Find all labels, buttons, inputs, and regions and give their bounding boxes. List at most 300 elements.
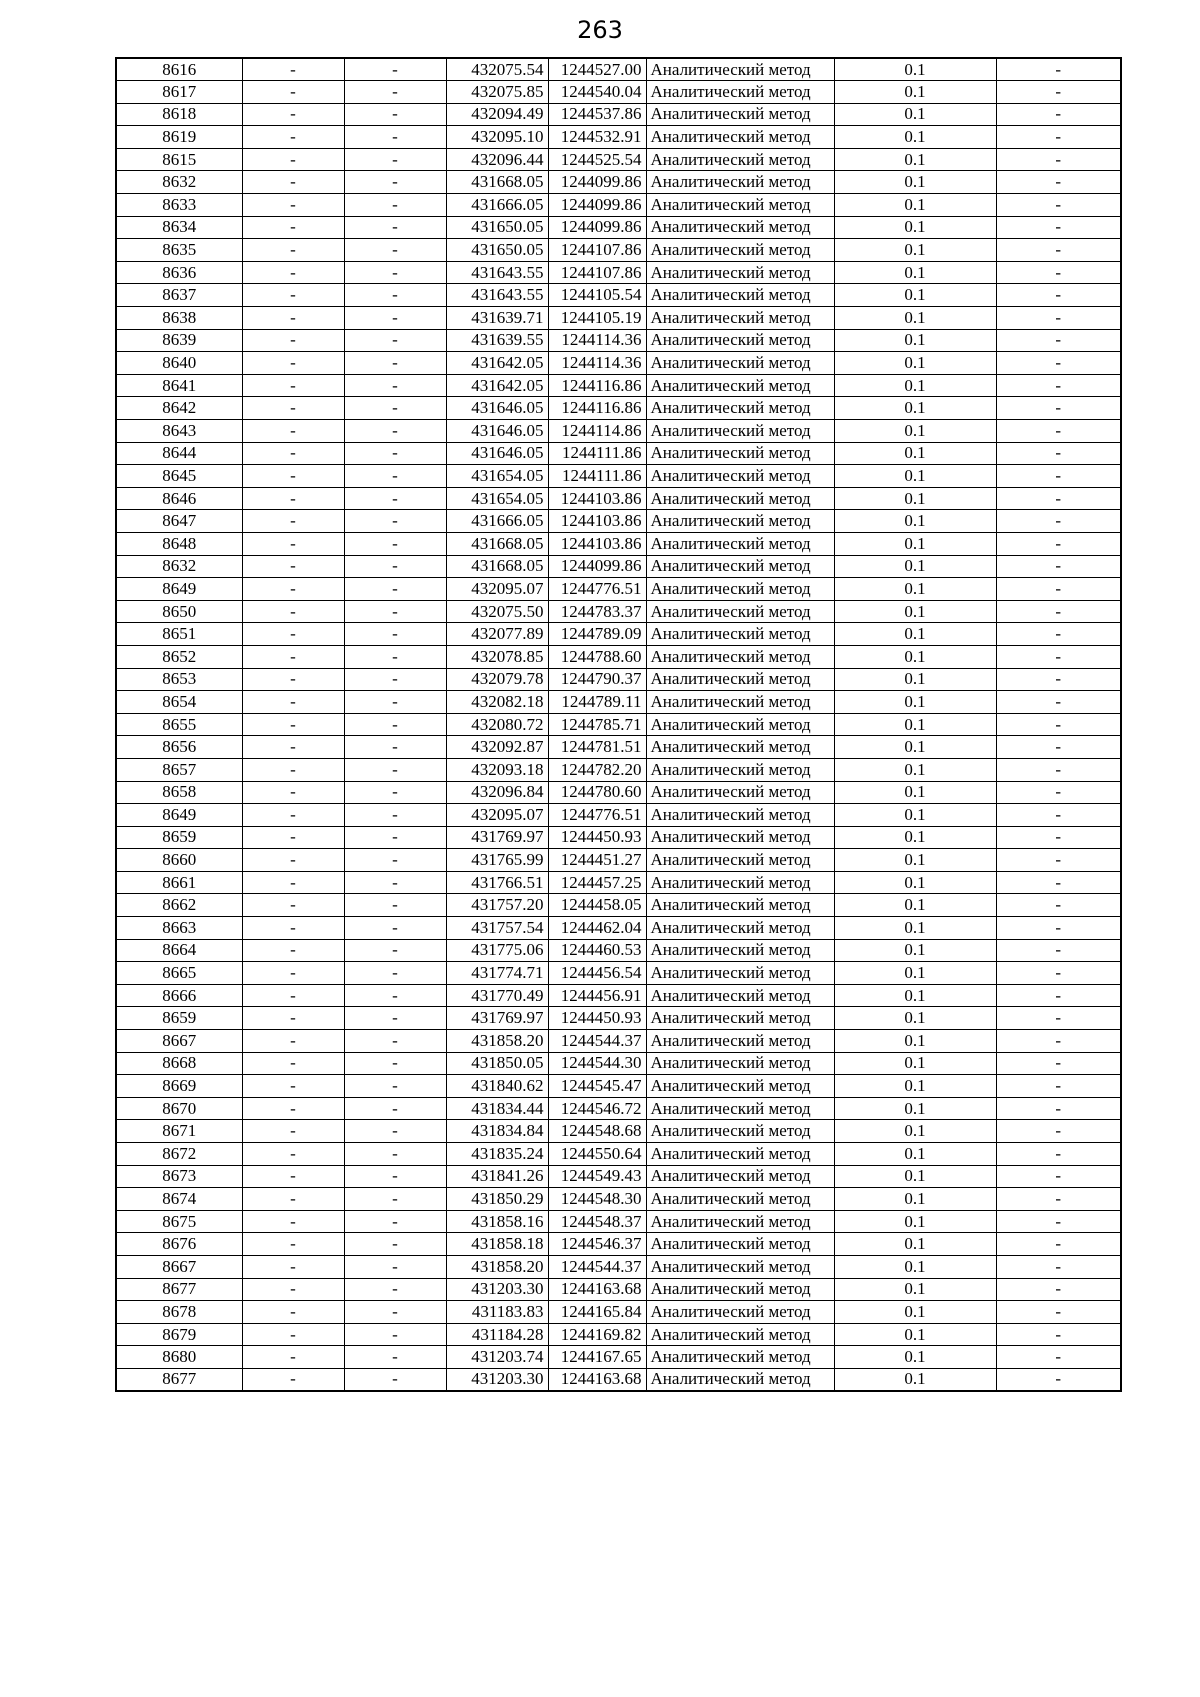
table-row bbox=[116, 261, 1121, 284]
x-coordinate-cell: 431642.05 bbox=[446, 374, 548, 397]
empty-cell-a: - bbox=[242, 1323, 344, 1346]
accuracy-cell: 0.1 bbox=[834, 352, 996, 375]
table-row bbox=[116, 1210, 1121, 1233]
table-row bbox=[116, 623, 1121, 646]
empty-cell-a: - bbox=[242, 329, 344, 352]
accuracy-cell: 0.1 bbox=[834, 284, 996, 307]
x-coordinate-cell: 432095.07 bbox=[446, 578, 548, 601]
point-number-cell: 8669 bbox=[116, 1075, 242, 1098]
accuracy-cell: 0.1 bbox=[834, 216, 996, 239]
table-row bbox=[116, 578, 1121, 601]
x-coordinate-cell: 432075.54 bbox=[446, 58, 548, 81]
point-number-cell: 8616 bbox=[116, 58, 242, 81]
method-cell: Аналитический метод bbox=[646, 532, 834, 555]
y-coordinate-cell: 1244546.37 bbox=[548, 1233, 646, 1256]
y-coordinate-cell: 1244457.25 bbox=[548, 871, 646, 894]
empty-cell-b: - bbox=[344, 1323, 446, 1346]
accuracy-cell: 0.1 bbox=[834, 736, 996, 759]
accuracy-cell: 0.1 bbox=[834, 510, 996, 533]
empty-cell-b: - bbox=[344, 668, 446, 691]
empty-cell-b: - bbox=[344, 329, 446, 352]
method-cell: Аналитический метод bbox=[646, 194, 834, 217]
point-number-cell: 8632 bbox=[116, 171, 242, 194]
empty-cell-b: - bbox=[344, 713, 446, 736]
empty-cell-b: - bbox=[344, 849, 446, 872]
empty-cell-b: - bbox=[344, 442, 446, 465]
table-row bbox=[116, 713, 1121, 736]
empty-cell-c: - bbox=[996, 1097, 1121, 1120]
empty-cell-a: - bbox=[242, 487, 344, 510]
x-coordinate-cell: 432077.89 bbox=[446, 623, 548, 646]
empty-cell-a: - bbox=[242, 1165, 344, 1188]
table-row bbox=[116, 871, 1121, 894]
accuracy-cell: 0.1 bbox=[834, 1210, 996, 1233]
table-row bbox=[116, 826, 1121, 849]
table-body bbox=[116, 58, 1121, 1391]
empty-cell-a: - bbox=[242, 1278, 344, 1301]
point-number-cell: 8664 bbox=[116, 939, 242, 962]
empty-cell-b: - bbox=[344, 1255, 446, 1278]
empty-cell-a: - bbox=[242, 510, 344, 533]
point-number-cell: 8642 bbox=[116, 397, 242, 420]
empty-cell-c: - bbox=[996, 216, 1121, 239]
empty-cell-b: - bbox=[344, 736, 446, 759]
x-coordinate-cell: 432082.18 bbox=[446, 691, 548, 714]
table-row bbox=[116, 1007, 1121, 1030]
empty-cell-a: - bbox=[242, 826, 344, 849]
empty-cell-a: - bbox=[242, 532, 344, 555]
y-coordinate-cell: 1244116.86 bbox=[548, 374, 646, 397]
empty-cell-c: - bbox=[996, 871, 1121, 894]
method-cell: Аналитический метод bbox=[646, 510, 834, 533]
empty-cell-b: - bbox=[344, 623, 446, 646]
point-number-cell: 8640 bbox=[116, 352, 242, 375]
accuracy-cell: 0.1 bbox=[834, 148, 996, 171]
point-number-cell: 8671 bbox=[116, 1120, 242, 1143]
accuracy-cell: 0.1 bbox=[834, 1097, 996, 1120]
y-coordinate-cell: 1244537.86 bbox=[548, 103, 646, 126]
table-row bbox=[116, 239, 1121, 262]
empty-cell-c: - bbox=[996, 1346, 1121, 1369]
x-coordinate-cell: 431654.05 bbox=[446, 465, 548, 488]
method-cell: Аналитический метод bbox=[646, 216, 834, 239]
x-coordinate-cell: 431757.54 bbox=[446, 917, 548, 940]
x-coordinate-cell: 431183.83 bbox=[446, 1301, 548, 1324]
accuracy-cell: 0.1 bbox=[834, 420, 996, 443]
empty-cell-c: - bbox=[996, 1165, 1121, 1188]
accuracy-cell: 0.1 bbox=[834, 713, 996, 736]
empty-cell-c: - bbox=[996, 397, 1121, 420]
empty-cell-b: - bbox=[344, 1007, 446, 1030]
point-number-cell: 8666 bbox=[116, 984, 242, 1007]
empty-cell-c: - bbox=[996, 487, 1121, 510]
accuracy-cell: 0.1 bbox=[834, 465, 996, 488]
method-cell: Аналитический метод bbox=[646, 736, 834, 759]
x-coordinate-cell: 432096.44 bbox=[446, 148, 548, 171]
empty-cell-b: - bbox=[344, 532, 446, 555]
empty-cell-b: - bbox=[344, 103, 446, 126]
empty-cell-c: - bbox=[996, 1255, 1121, 1278]
accuracy-cell: 0.1 bbox=[834, 171, 996, 194]
empty-cell-c: - bbox=[996, 261, 1121, 284]
point-number-cell: 8632 bbox=[116, 555, 242, 578]
method-cell: Аналитический метод bbox=[646, 826, 834, 849]
empty-cell-c: - bbox=[996, 962, 1121, 985]
y-coordinate-cell: 1244544.37 bbox=[548, 1255, 646, 1278]
table-row bbox=[116, 465, 1121, 488]
point-number-cell: 8657 bbox=[116, 758, 242, 781]
empty-cell-a: - bbox=[242, 216, 344, 239]
empty-cell-a: - bbox=[242, 397, 344, 420]
y-coordinate-cell: 1244163.68 bbox=[548, 1368, 646, 1391]
accuracy-cell: 0.1 bbox=[834, 1030, 996, 1053]
empty-cell-a: - bbox=[242, 1368, 344, 1391]
x-coordinate-cell: 431774.71 bbox=[446, 962, 548, 985]
empty-cell-b: - bbox=[344, 894, 446, 917]
empty-cell-a: - bbox=[242, 1301, 344, 1324]
table-row bbox=[116, 352, 1121, 375]
method-cell: Аналитический метод bbox=[646, 781, 834, 804]
table-row bbox=[116, 758, 1121, 781]
y-coordinate-cell: 1244111.86 bbox=[548, 465, 646, 488]
table-row bbox=[116, 284, 1121, 307]
y-coordinate-cell: 1244549.43 bbox=[548, 1165, 646, 1188]
empty-cell-b: - bbox=[344, 1030, 446, 1053]
x-coordinate-cell: 431654.05 bbox=[446, 487, 548, 510]
accuracy-cell: 0.1 bbox=[834, 578, 996, 601]
empty-cell-b: - bbox=[344, 917, 446, 940]
method-cell: Аналитический метод bbox=[646, 307, 834, 330]
accuracy-cell: 0.1 bbox=[834, 1323, 996, 1346]
empty-cell-a: - bbox=[242, 171, 344, 194]
table-row bbox=[116, 532, 1121, 555]
x-coordinate-cell: 431184.28 bbox=[446, 1323, 548, 1346]
y-coordinate-cell: 1244111.86 bbox=[548, 442, 646, 465]
y-coordinate-cell: 1244103.86 bbox=[548, 510, 646, 533]
accuracy-cell: 0.1 bbox=[834, 81, 996, 104]
point-number-cell: 8646 bbox=[116, 487, 242, 510]
x-coordinate-cell: 431769.97 bbox=[446, 826, 548, 849]
point-number-cell: 8618 bbox=[116, 103, 242, 126]
empty-cell-c: - bbox=[996, 442, 1121, 465]
method-cell: Аналитический метод bbox=[646, 81, 834, 104]
point-number-cell: 8652 bbox=[116, 645, 242, 668]
y-coordinate-cell: 1244103.86 bbox=[548, 487, 646, 510]
y-coordinate-cell: 1244105.19 bbox=[548, 307, 646, 330]
empty-cell-a: - bbox=[242, 871, 344, 894]
y-coordinate-cell: 1244114.86 bbox=[548, 420, 646, 443]
y-coordinate-cell: 1244107.86 bbox=[548, 261, 646, 284]
empty-cell-a: - bbox=[242, 1097, 344, 1120]
x-coordinate-cell: 431646.05 bbox=[446, 420, 548, 443]
table-row bbox=[116, 894, 1121, 917]
empty-cell-b: - bbox=[344, 1278, 446, 1301]
empty-cell-a: - bbox=[242, 623, 344, 646]
accuracy-cell: 0.1 bbox=[834, 126, 996, 149]
method-cell: Аналитический метод bbox=[646, 555, 834, 578]
x-coordinate-cell: 431858.16 bbox=[446, 1210, 548, 1233]
x-coordinate-cell: 431770.49 bbox=[446, 984, 548, 1007]
empty-cell-b: - bbox=[344, 1097, 446, 1120]
accuracy-cell: 0.1 bbox=[834, 939, 996, 962]
y-coordinate-cell: 1244783.37 bbox=[548, 600, 646, 623]
empty-cell-a: - bbox=[242, 284, 344, 307]
x-coordinate-cell: 431858.20 bbox=[446, 1255, 548, 1278]
table-row bbox=[116, 1301, 1121, 1324]
x-coordinate-cell: 431840.62 bbox=[446, 1075, 548, 1098]
method-cell: Аналитический метод bbox=[646, 58, 834, 81]
empty-cell-a: - bbox=[242, 194, 344, 217]
x-coordinate-cell: 431646.05 bbox=[446, 442, 548, 465]
x-coordinate-cell: 431858.18 bbox=[446, 1233, 548, 1256]
method-cell: Аналитический метод bbox=[646, 329, 834, 352]
y-coordinate-cell: 1244544.30 bbox=[548, 1052, 646, 1075]
table-row bbox=[116, 307, 1121, 330]
x-coordinate-cell: 431834.44 bbox=[446, 1097, 548, 1120]
y-coordinate-cell: 1244167.65 bbox=[548, 1346, 646, 1369]
empty-cell-c: - bbox=[996, 713, 1121, 736]
empty-cell-b: - bbox=[344, 578, 446, 601]
empty-cell-a: - bbox=[242, 962, 344, 985]
method-cell: Аналитический метод bbox=[646, 397, 834, 420]
point-number-cell: 8641 bbox=[116, 374, 242, 397]
method-cell: Аналитический метод bbox=[646, 600, 834, 623]
x-coordinate-cell: 432092.87 bbox=[446, 736, 548, 759]
accuracy-cell: 0.1 bbox=[834, 1075, 996, 1098]
empty-cell-a: - bbox=[242, 261, 344, 284]
empty-cell-b: - bbox=[344, 374, 446, 397]
table-row bbox=[116, 1075, 1121, 1098]
method-cell: Аналитический метод bbox=[646, 1143, 834, 1166]
accuracy-cell: 0.1 bbox=[834, 1007, 996, 1030]
accuracy-cell: 0.1 bbox=[834, 1255, 996, 1278]
method-cell: Аналитический метод bbox=[646, 917, 834, 940]
method-cell: Аналитический метод bbox=[646, 1368, 834, 1391]
empty-cell-b: - bbox=[344, 1210, 446, 1233]
empty-cell-b: - bbox=[344, 307, 446, 330]
method-cell: Аналитический метод bbox=[646, 1255, 834, 1278]
table-row bbox=[116, 397, 1121, 420]
accuracy-cell: 0.1 bbox=[834, 691, 996, 714]
x-coordinate-cell: 432075.50 bbox=[446, 600, 548, 623]
method-cell: Аналитический метод bbox=[646, 171, 834, 194]
point-number-cell: 8645 bbox=[116, 465, 242, 488]
empty-cell-b: - bbox=[344, 1143, 446, 1166]
y-coordinate-cell: 1244776.51 bbox=[548, 804, 646, 827]
empty-cell-b: - bbox=[344, 600, 446, 623]
method-cell: Аналитический метод bbox=[646, 465, 834, 488]
method-cell: Аналитический метод bbox=[646, 1097, 834, 1120]
method-cell: Аналитический метод bbox=[646, 1346, 834, 1369]
x-coordinate-cell: 432080.72 bbox=[446, 713, 548, 736]
method-cell: Аналитический метод bbox=[646, 126, 834, 149]
y-coordinate-cell: 1244548.30 bbox=[548, 1188, 646, 1211]
point-number-cell: 8644 bbox=[116, 442, 242, 465]
point-number-cell: 8649 bbox=[116, 804, 242, 827]
accuracy-cell: 0.1 bbox=[834, 487, 996, 510]
empty-cell-b: - bbox=[344, 352, 446, 375]
method-cell: Аналитический метод bbox=[646, 442, 834, 465]
y-coordinate-cell: 1244544.37 bbox=[548, 1030, 646, 1053]
y-coordinate-cell: 1244532.91 bbox=[548, 126, 646, 149]
accuracy-cell: 0.1 bbox=[834, 962, 996, 985]
empty-cell-c: - bbox=[996, 1075, 1121, 1098]
x-coordinate-cell: 432095.07 bbox=[446, 804, 548, 827]
table-row bbox=[116, 487, 1121, 510]
y-coordinate-cell: 1244114.36 bbox=[548, 329, 646, 352]
y-coordinate-cell: 1244781.51 bbox=[548, 736, 646, 759]
empty-cell-a: - bbox=[242, 1120, 344, 1143]
method-cell: Аналитический метод bbox=[646, 1075, 834, 1098]
accuracy-cell: 0.1 bbox=[834, 532, 996, 555]
empty-cell-b: - bbox=[344, 1368, 446, 1391]
table-row bbox=[116, 984, 1121, 1007]
method-cell: Аналитический метод bbox=[646, 1210, 834, 1233]
x-coordinate-cell: 432095.10 bbox=[446, 126, 548, 149]
empty-cell-c: - bbox=[996, 284, 1121, 307]
x-coordinate-cell: 431769.97 bbox=[446, 1007, 548, 1030]
point-number-cell: 8643 bbox=[116, 420, 242, 443]
table-row bbox=[116, 1188, 1121, 1211]
empty-cell-a: - bbox=[242, 81, 344, 104]
empty-cell-c: - bbox=[996, 939, 1121, 962]
y-coordinate-cell: 1244458.05 bbox=[548, 894, 646, 917]
empty-cell-b: - bbox=[344, 691, 446, 714]
table-row bbox=[116, 81, 1121, 104]
empty-cell-a: - bbox=[242, 758, 344, 781]
empty-cell-c: - bbox=[996, 1052, 1121, 1075]
y-coordinate-cell: 1244456.54 bbox=[548, 962, 646, 985]
accuracy-cell: 0.1 bbox=[834, 804, 996, 827]
y-coordinate-cell: 1244450.93 bbox=[548, 1007, 646, 1030]
y-coordinate-cell: 1244525.54 bbox=[548, 148, 646, 171]
y-coordinate-cell: 1244456.91 bbox=[548, 984, 646, 1007]
table-row bbox=[116, 1052, 1121, 1075]
point-number-cell: 8677 bbox=[116, 1368, 242, 1391]
table-row bbox=[116, 1368, 1121, 1391]
method-cell: Аналитический метод bbox=[646, 758, 834, 781]
empty-cell-c: - bbox=[996, 781, 1121, 804]
empty-cell-a: - bbox=[242, 239, 344, 262]
y-coordinate-cell: 1244103.86 bbox=[548, 532, 646, 555]
point-number-cell: 8670 bbox=[116, 1097, 242, 1120]
x-coordinate-cell: 431642.05 bbox=[446, 352, 548, 375]
point-number-cell: 8615 bbox=[116, 148, 242, 171]
empty-cell-c: - bbox=[996, 736, 1121, 759]
empty-cell-b: - bbox=[344, 1165, 446, 1188]
empty-cell-c: - bbox=[996, 894, 1121, 917]
x-coordinate-cell: 431650.05 bbox=[446, 216, 548, 239]
table-row bbox=[116, 103, 1121, 126]
accuracy-cell: 0.1 bbox=[834, 307, 996, 330]
empty-cell-c: - bbox=[996, 81, 1121, 104]
method-cell: Аналитический метод bbox=[646, 420, 834, 443]
y-coordinate-cell: 1244789.11 bbox=[548, 691, 646, 714]
y-coordinate-cell: 1244546.72 bbox=[548, 1097, 646, 1120]
x-coordinate-cell: 431765.99 bbox=[446, 849, 548, 872]
table-row bbox=[116, 148, 1121, 171]
empty-cell-c: - bbox=[996, 1030, 1121, 1053]
accuracy-cell: 0.1 bbox=[834, 1052, 996, 1075]
accuracy-cell: 0.1 bbox=[834, 781, 996, 804]
empty-cell-b: - bbox=[344, 216, 446, 239]
empty-cell-c: - bbox=[996, 1210, 1121, 1233]
y-coordinate-cell: 1244099.86 bbox=[548, 555, 646, 578]
empty-cell-b: - bbox=[344, 871, 446, 894]
empty-cell-c: - bbox=[996, 374, 1121, 397]
y-coordinate-cell: 1244780.60 bbox=[548, 781, 646, 804]
empty-cell-c: - bbox=[996, 1301, 1121, 1324]
empty-cell-b: - bbox=[344, 939, 446, 962]
point-number-cell: 8674 bbox=[116, 1188, 242, 1211]
empty-cell-c: - bbox=[996, 465, 1121, 488]
empty-cell-a: - bbox=[242, 420, 344, 443]
empty-cell-b: - bbox=[344, 194, 446, 217]
y-coordinate-cell: 1244776.51 bbox=[548, 578, 646, 601]
page-number: 263 bbox=[577, 16, 623, 44]
method-cell: Аналитический метод bbox=[646, 578, 834, 601]
point-number-cell: 8661 bbox=[116, 871, 242, 894]
empty-cell-a: - bbox=[242, 984, 344, 1007]
x-coordinate-cell: 431639.55 bbox=[446, 329, 548, 352]
method-cell: Аналитический метод bbox=[646, 148, 834, 171]
empty-cell-c: - bbox=[996, 758, 1121, 781]
accuracy-cell: 0.1 bbox=[834, 1120, 996, 1143]
y-coordinate-cell: 1244788.60 bbox=[548, 645, 646, 668]
table-row bbox=[116, 442, 1121, 465]
accuracy-cell: 0.1 bbox=[834, 871, 996, 894]
point-number-cell: 8649 bbox=[116, 578, 242, 601]
empty-cell-a: - bbox=[242, 1210, 344, 1233]
empty-cell-b: - bbox=[344, 1346, 446, 1369]
empty-cell-c: - bbox=[996, 171, 1121, 194]
y-coordinate-cell: 1244099.86 bbox=[548, 171, 646, 194]
x-coordinate-cell: 431668.05 bbox=[446, 171, 548, 194]
empty-cell-c: - bbox=[996, 532, 1121, 555]
empty-cell-b: - bbox=[344, 1120, 446, 1143]
empty-cell-a: - bbox=[242, 126, 344, 149]
empty-cell-a: - bbox=[242, 307, 344, 330]
empty-cell-b: - bbox=[344, 81, 446, 104]
empty-cell-c: - bbox=[996, 600, 1121, 623]
accuracy-cell: 0.1 bbox=[834, 555, 996, 578]
empty-cell-c: - bbox=[996, 307, 1121, 330]
empty-cell-c: - bbox=[996, 1233, 1121, 1256]
table-row bbox=[116, 171, 1121, 194]
empty-cell-b: - bbox=[344, 397, 446, 420]
empty-cell-b: - bbox=[344, 826, 446, 849]
table-row bbox=[116, 1097, 1121, 1120]
empty-cell-b: - bbox=[344, 148, 446, 171]
empty-cell-a: - bbox=[242, 713, 344, 736]
y-coordinate-cell: 1244163.68 bbox=[548, 1278, 646, 1301]
empty-cell-a: - bbox=[242, 578, 344, 601]
x-coordinate-cell: 431850.05 bbox=[446, 1052, 548, 1075]
empty-cell-c: - bbox=[996, 645, 1121, 668]
y-coordinate-cell: 1244548.68 bbox=[548, 1120, 646, 1143]
point-number-cell: 8633 bbox=[116, 194, 242, 217]
accuracy-cell: 0.1 bbox=[834, 1301, 996, 1324]
point-number-cell: 8659 bbox=[116, 826, 242, 849]
empty-cell-c: - bbox=[996, 668, 1121, 691]
accuracy-cell: 0.1 bbox=[834, 984, 996, 1007]
method-cell: Аналитический метод bbox=[646, 103, 834, 126]
method-cell: Аналитический метод bbox=[646, 668, 834, 691]
accuracy-cell: 0.1 bbox=[834, 58, 996, 81]
x-coordinate-cell: 431646.05 bbox=[446, 397, 548, 420]
point-number-cell: 8677 bbox=[116, 1278, 242, 1301]
empty-cell-c: - bbox=[996, 1323, 1121, 1346]
